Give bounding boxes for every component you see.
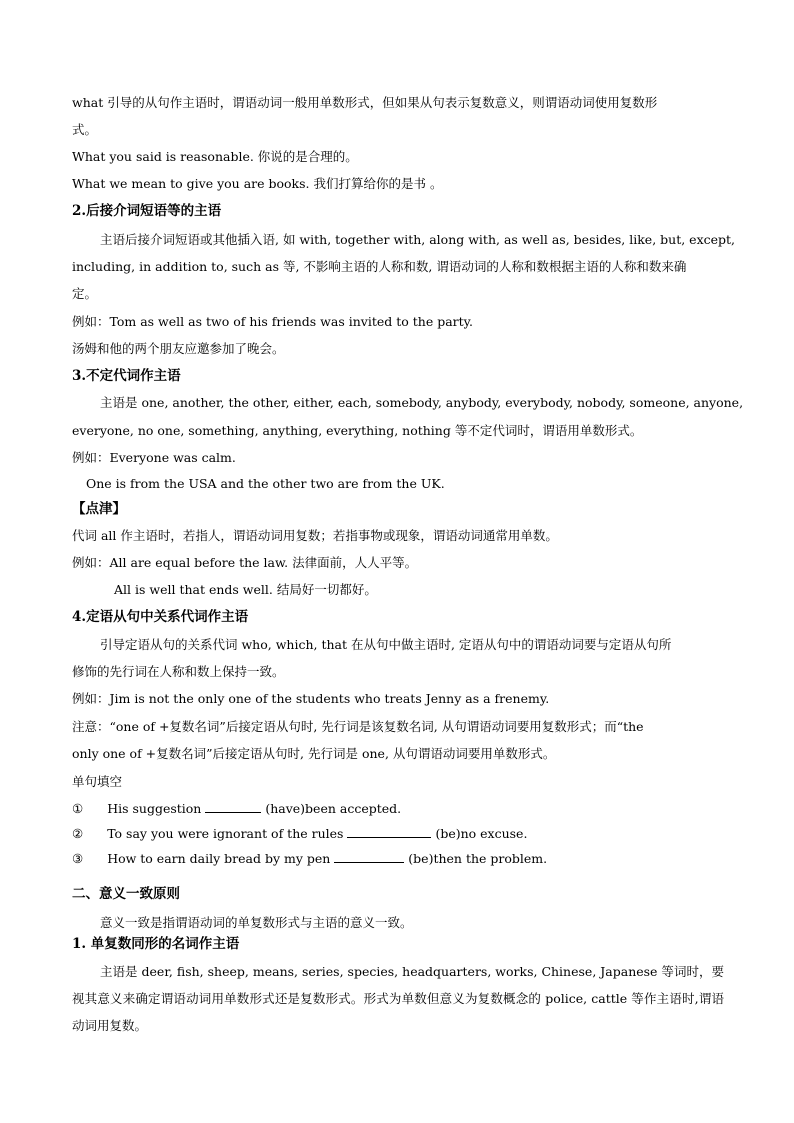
- section-heading-3: 3.不定代词作主语: [72, 368, 181, 384]
- tip-text: 代词 all 作主语时，若指人，谓语动词用复数；若指事物或现象，谓语动词通常用单数。: [72, 528, 558, 543]
- note-line: only one of +复数名词”后接定语从句时, 先行词是 one, 从句谓语动词要用单数形式。: [72, 746, 556, 761]
- paragraph-line: 定。: [72, 286, 98, 301]
- paragraph-line: 意义一致是指谓语动词的单复数形式与主语的意义一致。: [100, 915, 413, 930]
- exercise-item: [72, 800, 401, 818]
- question-text: To say you were ignorant of the rules: [107, 826, 344, 841]
- example-sentence: What we mean to give you are books. 我们打算给你的是书 。: [72, 176, 443, 191]
- item-number: ①: [72, 801, 84, 816]
- question-text: How to earn daily bread by my pen: [107, 851, 331, 866]
- paragraph-line: 引导定语从句的关系代词 who, which, that 在从句中做主语时, 定语从句中的谓语动词要与定语从句所: [100, 637, 672, 652]
- question-text: His suggestion: [107, 801, 202, 816]
- item-number: ③: [72, 851, 84, 866]
- section-heading-2: 2.后接介词短语等的主语: [72, 203, 222, 219]
- question-text: (have)been accepted.: [265, 801, 402, 816]
- item-number: ②: [72, 826, 84, 841]
- section-heading-4: 4.定语从句中关系代词作主语: [72, 609, 249, 625]
- example-sentence: 例如：Everyone was calm.: [72, 450, 236, 465]
- paragraph-line: including, in addition to, such as 等, 不影响主语的人称和数, 谓语动词的人称和数根据主语的人称和数来确: [72, 259, 687, 274]
- paragraph-line: 主语后接介词短语或其他插入语, 如 with, together with, along with, as well as, besides, like, but, except,: [100, 232, 736, 247]
- paragraph-line: 修饰的先行词在人称和数上保持一致。: [72, 664, 285, 679]
- example-sentence: 例如：Tom as well as two of his friends was invited to the party.: [72, 314, 474, 329]
- exercise-heading: 单句填空: [72, 774, 123, 789]
- paragraph-line: everyone, no one, something, anything, everything, nothing 等不定代词时，谓语用单数形式。: [72, 423, 643, 438]
- paragraph-what-clause-end: 式。: [72, 122, 98, 137]
- question-text: (be)no excuse.: [435, 826, 528, 841]
- paragraph-line: 主语是 one, another, the other, either, each, somebody, anybody, everybody, nobody, someone, anyone,: [100, 395, 744, 410]
- question-text: (be)then the problem.: [408, 851, 548, 866]
- example-translation: 汤姆和他的两个朋友应邀参加了晚会。: [72, 341, 285, 356]
- tip-heading: 【点津】: [72, 501, 126, 517]
- answer-blank[interactable]: [347, 825, 431, 838]
- section-heading-1: 1. 单复数同形的名词作主语: [72, 936, 240, 952]
- example-sentence: What you said is reasonable. 你说的是合理的。: [72, 149, 358, 164]
- exercise-item: [72, 825, 527, 843]
- paragraph-what-clause: what 引导的从句作主语时，谓语动词一般用单数形式，但如果从句表示复数意义，则谓语动词使用复数形: [72, 95, 658, 110]
- example-sentence: 例如：Jim is not the only one of the students who treats Jenny as a frenemy.: [72, 691, 550, 706]
- exercise-item: [72, 850, 547, 868]
- section-heading-major: 二、意义一致原则: [72, 886, 180, 902]
- example-sentence: One is from the USA and the other two are from the UK.: [86, 476, 445, 491]
- paragraph-block: 主语是 deer, fish, sheep, means, series, species, headquarters, works, Chinese, Japanese 等词时，要视其意义来确定谓语动词用单数形式还是复数形式。形式为单数但意义为复数概念的 police, cattle 等作主语时,谓语动词用复数。: [72, 964, 724, 1033]
- answer-blank[interactable]: [205, 800, 261, 813]
- example-sentence: All is well that ends well. 结局好一切都好。: [114, 582, 377, 597]
- note-line: 注意：“one of +复数名词”后接定语从句时, 先行词是该复数名词, 从句谓语动词要用复数形式；而“the: [72, 719, 644, 734]
- example-sentence: 例如：All are equal before the law. 法律面前，人人平等。: [72, 555, 418, 570]
- answer-blank[interactable]: [334, 850, 404, 863]
